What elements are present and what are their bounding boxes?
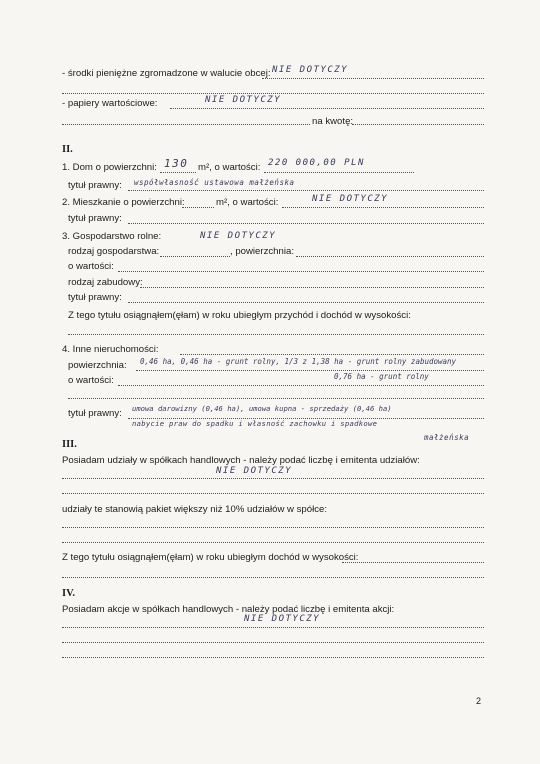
akcje-line-1 <box>62 627 484 628</box>
inne-powierzchnia-line <box>136 370 484 371</box>
inne-title-line1: umowa darowizny (0,46 ha), umowa kupna - sprzedaży (0,46 ha) <box>132 404 392 413</box>
dom-value-line <box>264 172 414 173</box>
gosp-wartosc-label: o wartości: <box>68 261 114 272</box>
udzialy-line-2 <box>62 493 484 494</box>
gosp-powierzchnia-label: , powierzchnia: <box>230 246 294 257</box>
dom-area-line <box>160 172 196 173</box>
rodzaj-gosp-label: rodzaj gospodarstwa: <box>68 246 160 257</box>
gosp-tytul-label: tytuł prawny: <box>68 292 122 303</box>
inne-area-line2: 0,76 ha - grunt rolny <box>334 372 429 381</box>
inne-line <box>180 354 484 355</box>
inne-title-line2: nabycie praw do spadku i własność zachowku i spadkowe <box>132 419 378 428</box>
rodzaj-zabudowy-line <box>140 287 484 288</box>
srodki-line <box>262 78 484 79</box>
inne-area-line1: 0,46 ha, 0,46 ha - grunt rolny, 1/3 z 1,38 ha - grunt rolny zabudowany <box>140 357 457 366</box>
mieszkanie-area-line <box>182 207 214 208</box>
udzialy-line-1 <box>62 478 484 479</box>
inne-wartosc-line <box>118 385 484 386</box>
srodki-line-2 <box>62 93 484 94</box>
srodki-value: NIE DOTYCZY <box>272 65 349 75</box>
kwota-line <box>352 124 484 125</box>
page-number: 2 <box>476 696 482 706</box>
dom-tytul-label: tytuł prawny: <box>68 180 122 191</box>
akcje-value: NIE DOTYCZY <box>244 614 321 624</box>
akcje-line-2 <box>62 642 484 643</box>
section-4-heading: IV. <box>62 588 75 599</box>
mieszkanie-tytul-line <box>128 223 484 224</box>
mieszkanie-tytul-label: tytuł prawny: <box>68 213 122 224</box>
papiery-value: NIE DOTYCZY <box>205 95 282 105</box>
na-kwote-label: na kwotę: <box>312 116 354 127</box>
inne-wartosc-label: o wartości: <box>68 375 114 386</box>
srodki-label: - środki pieniężne zgromadzone w walucie obcej: <box>62 68 271 79</box>
dom-unit: m², o wartości: <box>198 162 261 173</box>
udzialy-dochod-line <box>342 562 484 563</box>
dom-value: 220 000,00 PLN <box>268 158 365 168</box>
section-2-heading: II. <box>62 144 73 155</box>
papiery-line <box>170 108 484 109</box>
rodzaj-gosp-line <box>160 256 230 257</box>
dom-label: 1. Dom o powierzchni: <box>62 162 157 173</box>
udzialy-label: Posiadam udziały w spółkach handlowych - należy podać liczbę i emitenta udziałów: <box>62 455 420 466</box>
gosp-value: NIE DOTYCZY <box>200 231 277 241</box>
dom-area: 130 <box>164 157 189 170</box>
gosp-powierzchnia-line <box>296 256 484 257</box>
gosp-wartosc-line <box>118 271 484 272</box>
dom-title: współwłasność ustawowa małżeńska <box>134 178 295 187</box>
pakiet-label: udziały te stanowią pakiet większy niż 10% udziałów w spółce: <box>62 504 328 515</box>
gosp-dochod-label: Z tego tytułu osiągnąłem(ęłam) w roku ubiegłym przychód i dochód w wysokości: <box>68 310 411 321</box>
akcje-label: Posiadam akcje w spółkach handlowych - należy podać liczbę i emitenta akcji: <box>62 604 395 615</box>
mieszkanie-value-line <box>282 207 484 208</box>
inne-tytul-label: tytuł prawny: <box>68 408 122 419</box>
gosp-dochod-line <box>68 334 484 335</box>
akcje-line-3 <box>62 657 484 658</box>
pakiet-line-1 <box>62 527 484 528</box>
dom-tytul-line <box>128 190 484 191</box>
udzialy-value: NIE DOTYCZY <box>216 466 293 476</box>
kwota-line-left <box>62 124 310 125</box>
gosp-label: 3. Gospodarstwo rolne: <box>62 231 162 242</box>
mieszkanie-unit: m², o wartości: <box>216 197 279 208</box>
mieszkanie-label: 2. Mieszkanie o powierzchni: <box>62 197 185 208</box>
inne-extra-line <box>68 398 484 399</box>
mieszkanie-value: NIE DOTYCZY <box>312 194 389 204</box>
inne-title-line3: małżeńska <box>424 433 470 442</box>
gosp-tytul-line <box>128 302 484 303</box>
pakiet-line-2 <box>62 542 484 543</box>
papiery-label: - papiery wartościowe: <box>62 98 158 109</box>
inne-powierzchnia-label: powierzchnia: <box>68 360 127 371</box>
section-3-heading: III. <box>62 439 77 450</box>
udzialy-dochod-line-2 <box>62 577 484 578</box>
inne-label: 4. Inne nieruchomości: <box>62 344 159 355</box>
rodzaj-zabudowy-label: rodzaj zabudowy: <box>68 277 143 288</box>
udzialy-dochod-label: Z tego tytułu osiągnąłem(ęłam) w roku ubiegłym dochód w wysokości: <box>62 552 359 563</box>
